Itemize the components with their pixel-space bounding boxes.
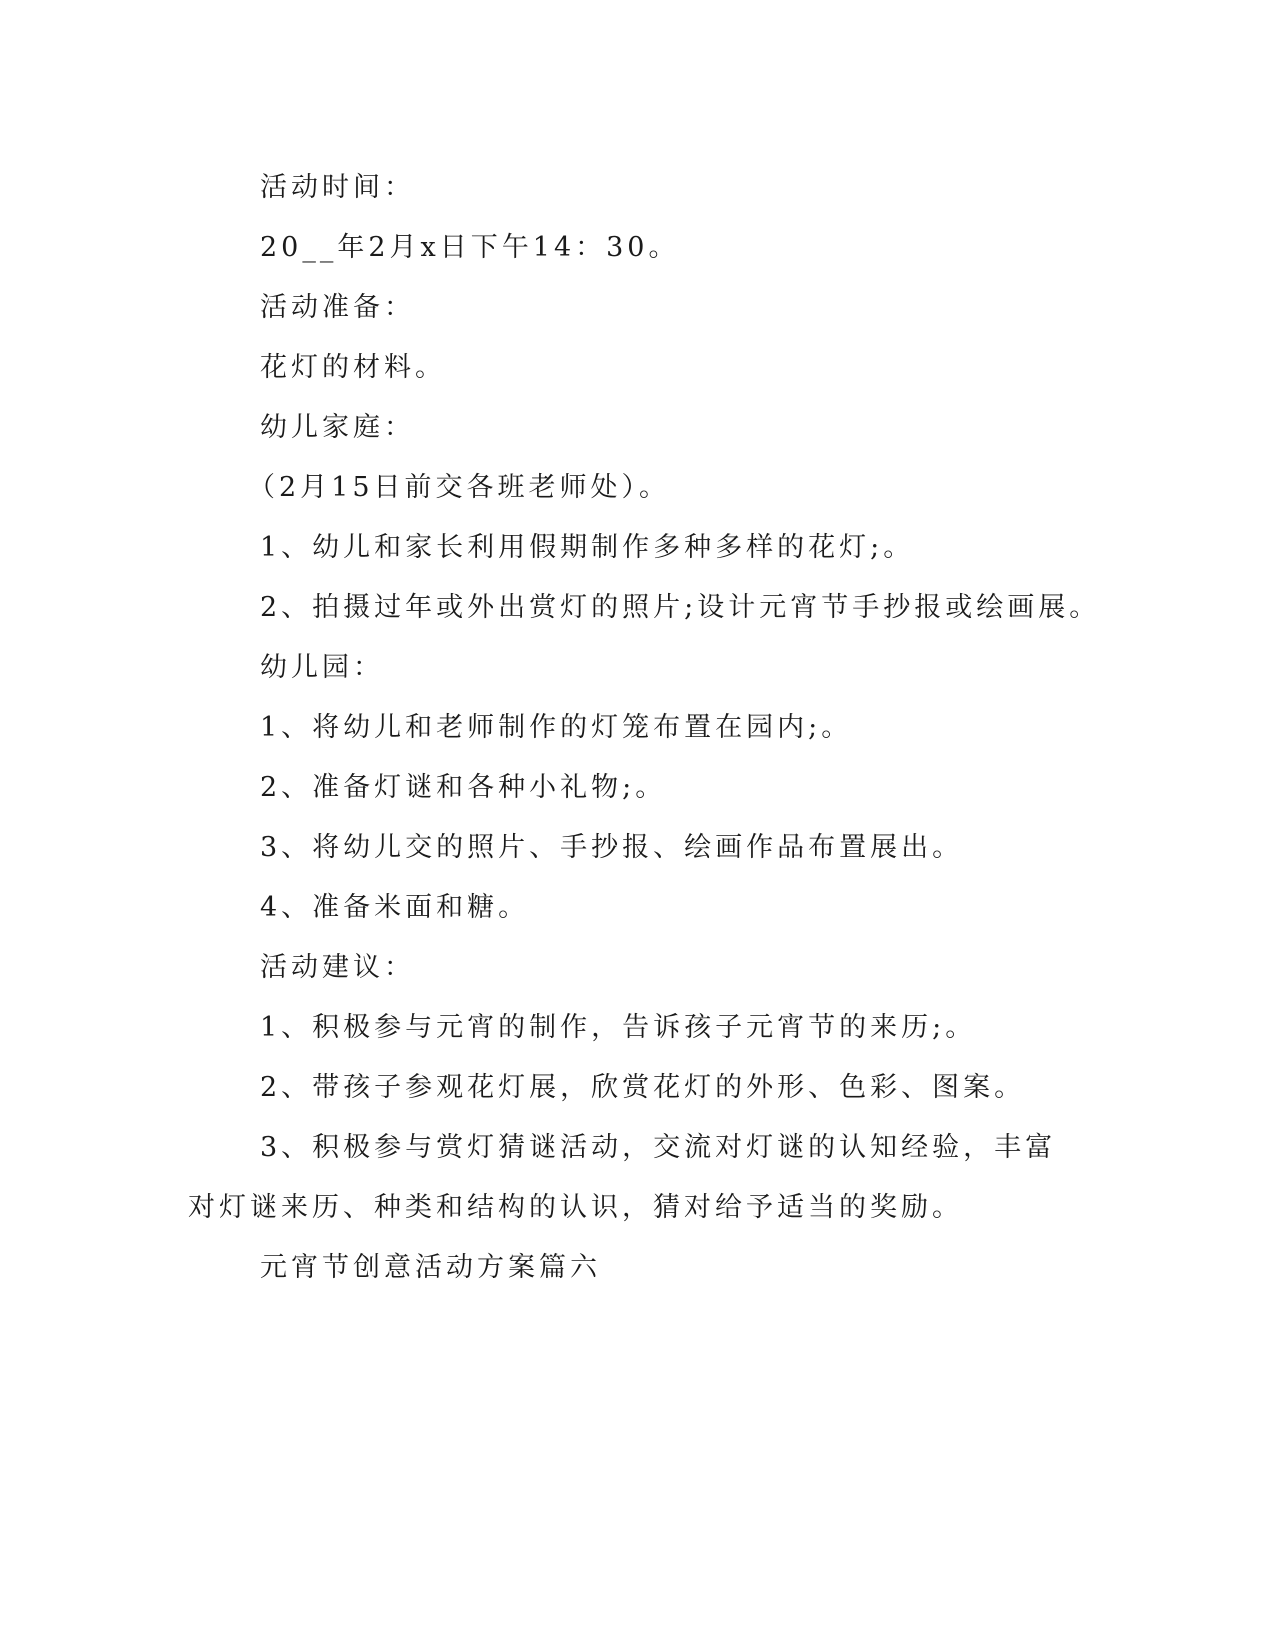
paragraph-family-heading: 幼儿家庭： xyxy=(260,412,415,443)
paragraph-suggestions-heading: 活动建议： xyxy=(260,952,415,983)
paragraph-suggestion-item-1: 1、积极参与元宵的制作，告诉孩子元宵节的来历;。 xyxy=(260,1012,977,1043)
paragraph-lantern-materials: 花灯的材料。 xyxy=(260,352,446,383)
section-title-part-six: 元宵节创意活动方案篇六 xyxy=(260,1252,601,1283)
paragraph-deadline-note: （2月15日前交各班老师处）。 xyxy=(248,472,671,503)
paragraph-activity-time: 20__年2月x日下午14：30。 xyxy=(260,232,680,263)
paragraph-family-item-1: 1、幼儿和家长利用假期制作多种多样的花灯;。 xyxy=(260,532,915,563)
paragraph-suggestion-item-2: 2、带孩子参观花灯展，欣赏花灯的外形、色彩、图案。 xyxy=(260,1072,1026,1103)
paragraph-activity-time-heading: 活动时间： xyxy=(260,172,415,203)
paragraph-kindergarten-item-2: 2、准备灯谜和各种小礼物;。 xyxy=(260,772,667,803)
paragraph-family-item-2: 2、拍摄过年或外出赏灯的照片;设计元宵节手抄报或绘画展。 xyxy=(260,592,1101,623)
paragraph-kindergarten-item-4: 4、准备米面和糖。 xyxy=(260,892,530,923)
paragraph-kindergarten-heading: 幼儿园： xyxy=(260,652,384,683)
paragraph-kindergarten-item-3: 3、将幼儿交的照片、手抄报、绘画作品布置展出。 xyxy=(260,832,964,863)
paragraph-activity-prep-heading: 活动准备： xyxy=(260,292,415,323)
paragraph-kindergarten-item-1: 1、将幼儿和老师制作的灯笼布置在园内;。 xyxy=(260,712,853,743)
paragraph-suggestion-item-3: 3、积极参与赏灯猜谜活动，交流对灯谜的认知经验，丰富对灯谜来历、种类和结构的认识，猜对给予适当的奖励。 xyxy=(188,1132,1057,1223)
